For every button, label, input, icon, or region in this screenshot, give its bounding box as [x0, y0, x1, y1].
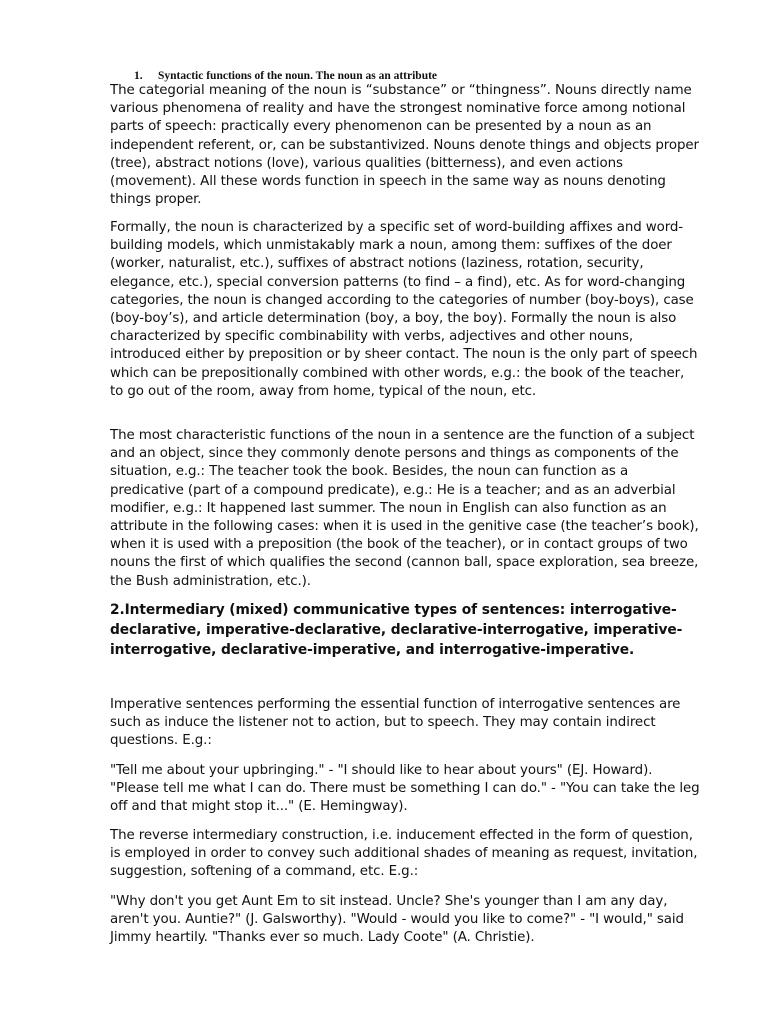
section-1-heading	[134, 69, 437, 83]
section-2-paragraph-1: Imperative sentences performing the essential function of interrogative sentences are such as induce the listener not to action, but to speech. They may contain indirect questions. E.g.:	[110, 697, 681, 749]
section-1-paragraph-2: Formally, the noun is characterized by a specific set of word-building affixes and word-building models, which unmistakably mark a noun, among them: suffixes of the doer (worker, naturalist, etc.), suffixes of abstract notions (laziness, rotation, security, elegance, etc.), special conversion patterns (to find – a find), etc. As for word-changing categories, the noun is changed according to the categories of number (boy-boys), case (boy-boy’s), and article determination (boy, a boy, the boy). Formally the noun is also characterized by specific combinability with verbs, adjectives and other nouns, introduced either by preposition or by sheer contact. The noun is the only part of speech which can be prepositionally combined with other words, e.g.: the book of the teacher, to go out of the room, away from home, typical of the noun, etc.	[110, 220, 698, 399]
section-1-number: 1.	[134, 70, 143, 82]
section-2-heading: 2.Intermediary (mixed) communicative types of sentences: interrogative-declarative, imperative-declarative, declarative-interrogative, imperative-interrogative, declarative-imperative, and interrogative-imperative.	[110, 602, 683, 658]
section-1-title: Syntactic functions of the noun. The noun as an attribute	[158, 70, 438, 82]
section-2-paragraph-2: "Tell me about your upbringing." - "I should like to hear about yours" (EJ. Howard). "Please tell me what I can do. There must be something I can do." - "You can take the leg off and that might stop it..." (E. Hemingway).	[110, 763, 700, 815]
section-1-paragraph-1: The categorial meaning of the noun is “substance” or “thingness”. Nouns directly name various phenomena of reality and have the strongest nominative force among notional parts of speech: practically every phenomenon can be presented by a noun as an independent referent, or, can be substantivized. Nouns denote things and objects proper (tree), abstract notions (love), various qualities (bitterness), and even actions (movement). All these words function in speech in the same way as nouns denoting things proper.	[110, 83, 699, 208]
section-1-paragraph-3: The most characteristic functions of the noun in a sentence are the function of a subject and an object, since they commonly denote persons and things as components of the situation, e.g.: The teacher took the book. Besides, the noun can function as a predicative (part of a compound predicate), e.g.: He is a teacher; and as an adverbial modifier, e.g.: It happened last summer. The noun in English can also function as an attribute in the following cases: when it is used in the genitive case (the teacher’s book), when it is used with a preposition (the book of the teacher), or in contact groups of two nouns the first of which qualifies the second (cannon ball, space exploration, sea breeze, the Bush administration, etc.).	[110, 428, 699, 589]
section-2-paragraph-3: The reverse intermediary construction, i.e. inducement effected in the form of question, is employed in order to convey such additional shades of meaning as request, invitation, suggestion, softening of a command, etc. E.g.:	[110, 828, 698, 880]
section-2-paragraph-4: "Why don't you get Aunt Em to sit instead. Uncle? She's younger than I am any day, aren't you. Auntie?" (J. Galsworthy). "Would - would you like to come?" - "I would," said Jimmy heartily. "Thanks ever so much. Lady Coote" (A. Christie).	[110, 894, 684, 946]
